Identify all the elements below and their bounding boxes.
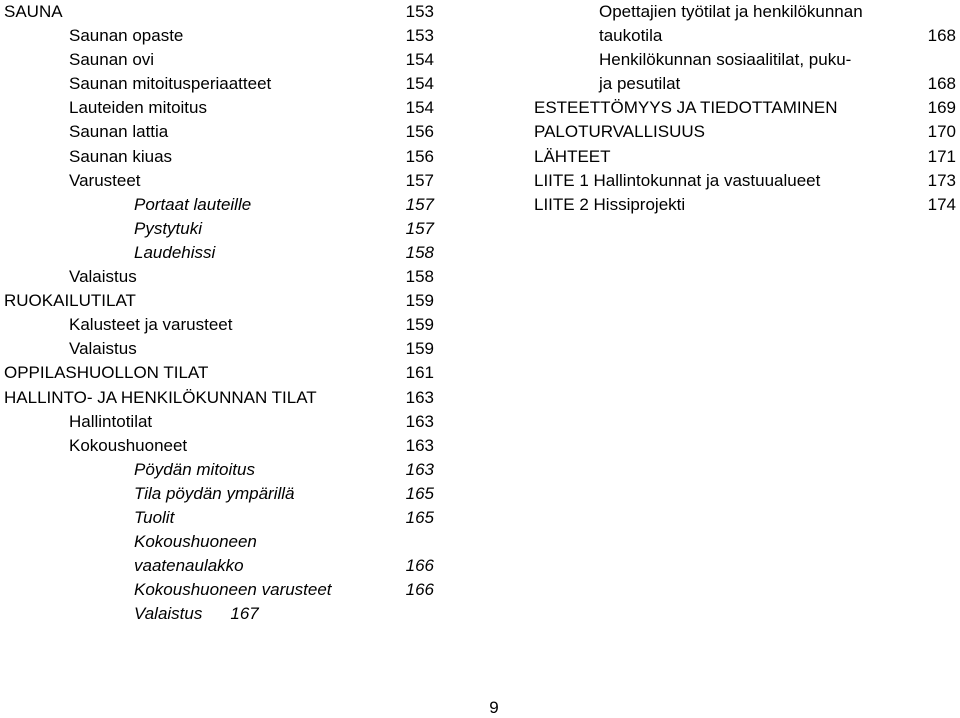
toc-entry-title: Valaistus [69, 267, 137, 287]
toc-entry-title: Saunan kiuas [69, 146, 173, 166]
toc-entry-title: HALLINTO- JA HENKILÖKUNNAN TILAT [4, 387, 317, 407]
toc-entry [4, 361, 434, 385]
toc-entry-title: Portaat lauteille [134, 194, 252, 214]
toc-entry-page: 171 [927, 146, 956, 166]
toc-entry-title: LIITE 2 Hissiprojekti [534, 194, 686, 214]
toc-entry-page: 157 [405, 194, 434, 214]
toc-entry-title: Opettajien työtilat ja henkilökunnan [599, 2, 863, 21]
toc-entry-title: LÄHTEET [534, 146, 611, 166]
toc-entry-title: vaatenaulakko [134, 556, 244, 576]
toc-entry-page: 165 [405, 483, 434, 503]
toc-entry-title: Valaistus [134, 604, 203, 624]
toc-entry [4, 554, 434, 578]
toc-entry-page: 156 [405, 122, 434, 142]
toc-entry-title: PALOTURVALLISUUS [534, 122, 706, 142]
toc-entry [4, 96, 434, 120]
toc-entry-title: SAUNA [4, 2, 63, 21]
toc-entry-page: 167 [230, 604, 259, 624]
toc-entry-page: 153 [405, 26, 434, 46]
toc-entry-page: 166 [405, 580, 434, 600]
toc-entry [4, 193, 434, 217]
toc-entry-title: Varusteet [69, 170, 141, 190]
toc-entry-title: Kokoushuoneen [134, 532, 257, 552]
toc-entry-title: Tuolit [134, 507, 175, 527]
toc-entry [534, 24, 956, 48]
toc-entry-page: 163 [405, 411, 434, 431]
toc-entry-page: 157 [405, 170, 434, 190]
toc-entry [534, 120, 956, 144]
toc-entry-page: 168 [927, 26, 956, 46]
toc-entry [4, 434, 434, 458]
toc-entry-page: 163 [405, 387, 434, 407]
toc-entry-page: 159 [405, 291, 434, 311]
toc-entry-page: 165 [405, 507, 434, 527]
toc-entry-title: Lauteiden mitoitus [69, 98, 207, 118]
toc-entry-title: Pystytuki [134, 218, 203, 238]
toc-entry-page: 158 [405, 242, 434, 262]
toc-entry-page: 161 [405, 363, 434, 383]
toc-entry [534, 169, 956, 193]
toc-entry-page: 166 [405, 556, 434, 576]
toc-entry [4, 217, 434, 241]
toc-entry [4, 578, 434, 602]
toc-entry [534, 72, 956, 96]
toc-entry-title: LIITE 1 Hallintokunnat ja vastuualueet [534, 170, 821, 190]
toc-entry-page: 173 [927, 170, 956, 190]
toc-entry-page: 168 [927, 74, 956, 94]
toc-entry-page: 158 [405, 267, 434, 287]
toc-entry [4, 169, 434, 193]
toc-entry [4, 24, 434, 48]
toc-entry-page: 154 [405, 98, 434, 118]
toc-entry [534, 145, 956, 169]
toc-entry-title: Saunan lattia [69, 122, 169, 142]
toc-entry-title: Kalusteet ja varusteet [69, 315, 233, 335]
toc-entry-title-group [134, 602, 259, 626]
toc-entry [4, 48, 434, 72]
toc-entry [534, 96, 956, 120]
toc-entry [4, 289, 434, 313]
toc-entry [4, 602, 434, 626]
toc-entry-title: Hallintotilat [69, 411, 153, 431]
toc-left-column [4, 0, 434, 626]
toc-entry-title: taukotila [599, 26, 663, 46]
toc-entry-page: 170 [927, 122, 956, 142]
toc-entry-title: Henkilökunnan sosiaalitilat, puku- [599, 50, 852, 70]
page-number: 9 [489, 698, 499, 717]
toc-entry-page: 156 [405, 146, 434, 166]
toc-entry [4, 482, 434, 506]
toc-entry [4, 410, 434, 434]
toc-entry-title: Laudehissi [134, 242, 216, 262]
toc-entry-page: 174 [927, 194, 956, 214]
toc-entry [4, 337, 434, 361]
toc-entry-title: OPPILASHUOLLON TILAT [4, 363, 209, 383]
toc-entry [4, 0, 434, 24]
toc-entry [534, 48, 956, 72]
toc-entry [4, 530, 434, 554]
toc-entry [4, 145, 434, 169]
toc-entry-title: Kokoushuoneen varusteet [134, 580, 332, 600]
toc-entry-page: 163 [405, 435, 434, 455]
toc-entry [4, 506, 434, 530]
toc-entry-title: Saunan mitoitusperiaatteet [69, 74, 272, 94]
toc-entry-title: RUOKAILUTILAT [4, 291, 136, 311]
toc-entry [4, 265, 434, 289]
toc-entry-title: Kokoushuoneet [69, 435, 188, 455]
toc-entry-title: Saunan opaste [69, 26, 184, 46]
toc-entry-title: Saunan ovi [69, 50, 155, 70]
toc-entry-page: 153 [405, 2, 434, 21]
toc-entry-page: 157 [405, 218, 434, 238]
toc-entry [4, 386, 434, 410]
toc-entry-page: 159 [405, 315, 434, 335]
toc-entry [534, 193, 956, 217]
toc-entry [4, 241, 434, 265]
toc-entry-page: 169 [927, 98, 956, 118]
toc-entry-title: Pöydän mitoitus [134, 459, 255, 479]
toc-entry-title: ja pesutilat [599, 74, 681, 94]
toc-right-column [534, 0, 956, 217]
toc-entry-page: 154 [405, 74, 434, 94]
toc-entry-page: 163 [405, 459, 434, 479]
toc-entry-title: Tila pöydän ympärillä [134, 483, 295, 503]
toc-entry-title: ESTEETTÖMYYS JA TIEDOTTAMINEN [534, 98, 838, 118]
toc-entry [534, 0, 956, 24]
toc-entry-title: Valaistus [69, 339, 137, 359]
toc-entry [4, 313, 434, 337]
toc-entry [4, 72, 434, 96]
toc-entry [4, 120, 434, 144]
toc-entry-page: 159 [405, 339, 434, 359]
toc-entry-page: 154 [405, 50, 434, 70]
toc-entry [4, 458, 434, 482]
